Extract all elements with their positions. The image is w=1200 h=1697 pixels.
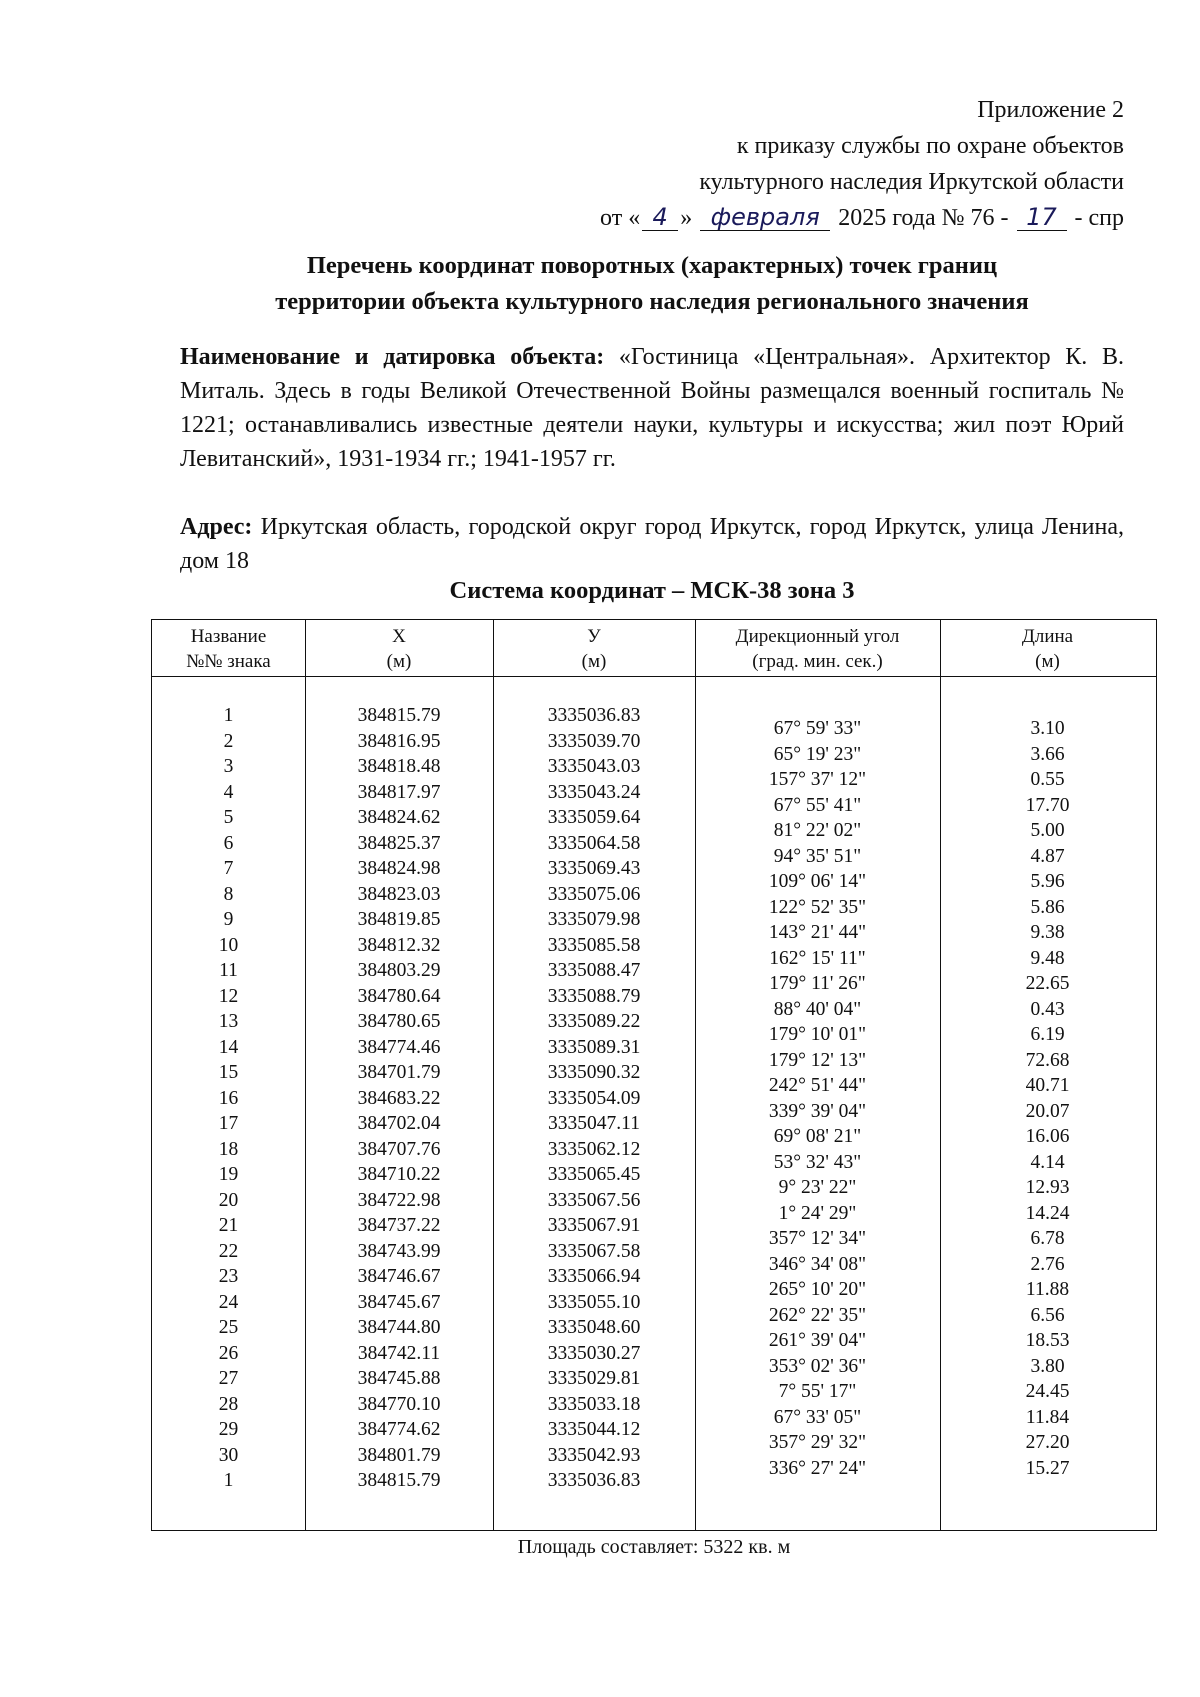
point-number-cell: 20 [218,1189,239,1211]
length-cell: 20.07 [1025,1100,1070,1122]
x-coordinate-cell: 384745.88 [357,1368,441,1389]
length-cell: 24.45 [1025,1381,1070,1402]
point-number-cell: 22 [218,1240,239,1262]
point-number-cell: 17 [218,1113,239,1134]
length-cell: 11.88 [1025,1279,1070,1300]
length-cell: 72.68 [1025,1049,1070,1071]
bearing-cell: 336° 27' 24" [768,1457,867,1479]
y-coordinate-cell: 3335067.58 [547,1240,641,1262]
x-coordinate-cell: 384815.79 [357,1470,441,1491]
length-cell: 4.87 [1030,845,1065,867]
y-coordinate-cell: 3335079.98 [547,909,641,930]
length-cell: 9.48 [1030,947,1065,969]
object-label: Наименование и датировка объекта: [180,344,605,370]
handwritten-month: февраля [700,204,830,231]
bearing-cell: 346° 34' 08" [768,1253,867,1275]
point-number-cell: 15 [218,1062,239,1083]
length-cell: 5.00 [1030,820,1065,841]
y-coordinate-cell: 3335066.94 [547,1266,641,1287]
point-number-column [152,703,305,1494]
y-coordinate-cell: 3335059.64 [547,807,641,828]
bearing-cell: 122° 52' 35" [768,896,867,918]
handwritten-day: 4 [642,204,678,231]
x-coordinate-cell: 384744.80 [357,1317,441,1338]
address-label: Адрес: [180,514,253,540]
handwritten-number: 17 [1017,204,1067,231]
point-number-cell: 13 [218,1011,239,1032]
point-number-cell: 16 [218,1087,239,1109]
bearing-column [695,716,940,1481]
length-cell: 18.53 [1025,1330,1070,1351]
y-coordinate-cell: 3335065.45 [547,1164,641,1185]
length-cell: 2.76 [1030,1253,1065,1275]
point-number-cell: 1 [223,1470,234,1491]
length-cell: 15.27 [1025,1457,1070,1479]
x-coordinate-cell: 384702.04 [357,1113,441,1134]
length-cell: 5.96 [1030,871,1065,892]
title-line-2: территории объекта культурного наследия регионального значения [275,288,1029,315]
bearing-cell: 265° 10' 20" [768,1279,867,1300]
x-coordinate-cell: 384803.29 [357,960,441,981]
x-coordinate-cell: 384774.46 [357,1036,441,1058]
y-coordinate-cell: 3335067.91 [547,1215,641,1236]
y-column [493,703,695,1494]
y-coordinate-cell: 3335062.12 [547,1138,641,1160]
object-description [180,340,1124,476]
bearing-cell: 67° 33' 05" [773,1406,862,1428]
point-number-cell: 14 [218,1036,239,1058]
point-number-cell: 4 [223,781,234,803]
x-coordinate-cell: 384770.10 [357,1393,441,1415]
bearing-cell: 179° 11' 26" [769,973,866,994]
length-cell: 5.86 [1030,896,1065,918]
header-text: Дирекционный угол [735,626,900,647]
order-suffix: - спр [1074,205,1124,231]
length-cell: 11.84 [1025,1406,1070,1428]
header-text: №№ знака [186,651,271,672]
x-coordinate-cell: 384743.99 [357,1240,441,1262]
header-point-name [152,624,305,674]
x-coordinate-cell: 384746.67 [357,1266,441,1287]
bearing-cell: 261° 39' 04" [768,1330,867,1351]
length-cell: 0.43 [1030,998,1065,1020]
y-coordinate-cell: 3335029.81 [547,1368,641,1389]
x-coordinate-cell: 384780.65 [357,1011,441,1032]
bearing-cell: 357° 12' 34" [768,1228,867,1249]
y-coordinate-cell: 3335048.60 [547,1317,641,1338]
point-number-cell: 30 [218,1444,239,1466]
y-coordinate-cell: 3335090.32 [547,1062,641,1083]
header-text: X [392,626,406,647]
bearing-cell: 67° 59' 33" [773,718,862,739]
bearing-cell: 353° 02' 36" [768,1355,867,1377]
title-line-1: Перечень координат поворотных (характерных) точек границ [306,252,998,279]
bearing-cell: 81° 22' 02" [773,820,862,841]
y-coordinate-cell: 3335075.06 [547,883,641,905]
header-x [305,624,493,674]
header-text: Длина [1021,626,1074,647]
header-y [493,624,695,674]
length-cell: 3.10 [1030,718,1065,739]
bearing-cell: 9° 23' 22" [778,1177,857,1198]
agency-line: культурного наследия Иркутской области [699,169,1124,195]
y-coordinate-cell: 3335064.58 [547,832,641,854]
x-coordinate-cell: 384817.97 [357,781,441,803]
x-coordinate-cell: 384780.64 [357,985,441,1007]
order-date-line [424,200,1124,236]
length-cell: 4.14 [1030,1151,1065,1173]
bearing-cell: 1° 24' 29" [778,1202,857,1224]
point-number-cell: 12 [218,985,239,1007]
x-coordinate-cell: 384745.67 [357,1291,441,1313]
order-year: 2025 года № 76 - [838,205,1009,231]
bearing-cell: 242° 51' 44" [768,1075,867,1096]
y-coordinate-cell: 3335043.24 [547,781,641,803]
length-cell: 14.24 [1025,1202,1070,1224]
y-coordinate-cell: 3335085.58 [547,934,641,956]
point-number-cell: 25 [218,1317,239,1338]
document-title [180,248,1124,320]
bearing-cell: 179° 12' 13" [768,1049,867,1071]
bearing-cell: 179° 10' 01" [768,1024,867,1045]
bearing-cell: 357° 29' 32" [768,1432,867,1453]
x-coordinate-cell: 384683.22 [357,1087,441,1109]
y-coordinate-cell: 3335039.70 [547,730,641,752]
y-coordinate-cell: 3335043.03 [547,756,641,777]
point-number-cell: 27 [218,1368,239,1389]
y-coordinate-cell: 3335089.22 [547,1011,641,1032]
y-coordinate-cell: 3335033.18 [547,1393,641,1415]
point-number-cell: 11 [219,960,238,981]
x-coordinate-cell: 384825.37 [357,832,441,854]
y-coordinate-cell: 3335044.12 [547,1419,641,1440]
x-coordinate-cell: 384819.85 [357,909,441,930]
point-number-cell: 18 [218,1138,239,1160]
header-text: (м) [386,651,412,672]
y-coordinate-cell: 3335030.27 [547,1342,641,1364]
x-coordinate-cell: 384737.22 [357,1215,441,1236]
bearing-cell: 69° 08' 21" [773,1126,862,1147]
x-coordinate-cell: 384710.22 [357,1164,441,1185]
point-number-cell: 21 [218,1215,239,1236]
header-length [940,624,1155,674]
y-coordinate-cell: 3335055.10 [547,1291,641,1313]
x-coordinate-cell: 384823.03 [357,883,441,905]
address-text: Иркутская область, городской округ город Иркутск, город Иркутск, улица Ленина, дом 18 [180,514,1125,574]
y-coordinate-cell: 3335054.09 [547,1087,641,1109]
header-text: У [587,626,601,647]
length-cell: 6.19 [1030,1024,1065,1045]
area-summary: Площадь составляет: 5322 кв. м [517,1536,791,1558]
y-coordinate-cell: 3335089.31 [547,1036,641,1058]
coordinates-table [151,619,1157,1531]
x-coordinate-cell: 384816.95 [357,730,441,752]
x-coordinate-cell: 384774.62 [357,1419,441,1440]
coordinate-system-title: Система координат – МСК-38 зона 3 [449,577,855,604]
bearing-cell: 162° 15' 11" [769,947,866,969]
point-number-cell: 26 [218,1342,239,1364]
length-cell: 12.93 [1025,1177,1070,1198]
point-number-cell: 10 [218,934,239,956]
point-number-cell: 24 [218,1291,239,1313]
length-cell: 40.71 [1025,1075,1070,1096]
x-coordinate-cell: 384722.98 [357,1189,441,1211]
length-cell: 0.55 [1030,769,1065,790]
x-column [305,703,493,1494]
y-coordinate-cell: 3335036.83 [547,705,641,726]
bearing-cell: 339° 39' 04" [768,1100,867,1122]
y-coordinate-cell: 3335036.83 [547,1470,641,1491]
bearing-cell: 7° 55' 17" [778,1381,857,1402]
y-coordinate-cell: 3335088.47 [547,960,641,981]
object-text: «Гостиница «Центральная». Архитектор К. В. Миталь. Здесь в годы Великой Отечественной Войны размещался военный госпиталь № 1221; останавливались известные деятели науки, культуры и искусства; жил поэт Юрий Левитанский», 1931-1934 гг.; 1941-1957 гг. [180,344,1124,472]
header-text: Название [190,626,267,647]
bearing-cell: 157° 37' 12" [768,769,867,790]
bearing-cell: 262° 22' 35" [768,1304,867,1326]
header-text: (м) [1035,651,1060,672]
y-coordinate-cell: 3335047.11 [548,1113,640,1134]
length-cell: 6.78 [1030,1228,1065,1249]
point-number-cell: 28 [218,1393,239,1415]
bearing-cell: 65° 19' 23" [773,743,862,765]
length-cell: 27.20 [1025,1432,1070,1453]
header-text: (м) [581,651,607,672]
point-number-cell: 8 [223,883,234,905]
y-coordinate-cell: 3335069.43 [547,858,641,879]
bearing-cell: 109° 06' 14" [768,871,867,892]
date-quote: » [680,205,693,231]
length-cell: 16.06 [1025,1126,1070,1147]
x-coordinate-cell: 384815.79 [357,705,441,726]
point-number-cell: 5 [223,807,234,828]
point-number-cell: 29 [218,1419,239,1440]
x-coordinate-cell: 384818.48 [357,756,441,777]
length-cell: 6.56 [1030,1304,1065,1326]
bearing-cell: 53° 32' 43" [773,1151,862,1173]
x-coordinate-cell: 384701.79 [357,1062,441,1083]
bearing-cell: 94° 35' 51" [773,845,862,867]
x-coordinate-cell: 384742.11 [357,1342,441,1364]
date-prefix: от « [600,205,641,231]
length-cell: 3.66 [1030,743,1065,765]
y-coordinate-cell: 3335067.56 [547,1189,641,1211]
length-cell: 17.70 [1025,794,1070,816]
header-text: (град. мин. сек.) [752,651,883,672]
bearing-cell: 88° 40' 04" [773,998,862,1020]
point-number-cell: 3 [223,756,234,777]
point-number-cell: 2 [223,730,234,752]
y-coordinate-cell: 3335042.93 [547,1444,641,1466]
length-cell: 3.80 [1030,1355,1065,1377]
appendix-line: Приложение 2 [977,97,1124,123]
header-divider [152,676,1156,677]
x-coordinate-cell: 384824.62 [357,807,441,828]
x-coordinate-cell: 384801.79 [357,1444,441,1466]
header-bearing [695,624,940,674]
point-number-cell: 7 [223,858,234,879]
x-coordinate-cell: 384707.76 [357,1138,441,1160]
point-number-cell: 23 [218,1266,239,1287]
x-coordinate-cell: 384824.98 [357,858,441,879]
bearing-cell: 67° 55' 41" [773,794,862,816]
order-line: к приказу службы по охране объектов [736,133,1124,159]
length-column [940,716,1155,1481]
point-number-cell: 9 [223,909,234,930]
object-address [180,510,1124,578]
length-cell: 9.38 [1030,922,1065,943]
appendix-header [424,92,1124,236]
x-coordinate-cell: 384812.32 [357,934,441,956]
y-coordinate-cell: 3335088.79 [547,985,641,1007]
bearing-cell: 143° 21' 44" [768,922,867,943]
point-number-cell: 6 [223,832,234,854]
point-number-cell: 1 [223,705,234,726]
length-cell: 22.65 [1025,973,1070,994]
point-number-cell: 19 [218,1164,239,1185]
